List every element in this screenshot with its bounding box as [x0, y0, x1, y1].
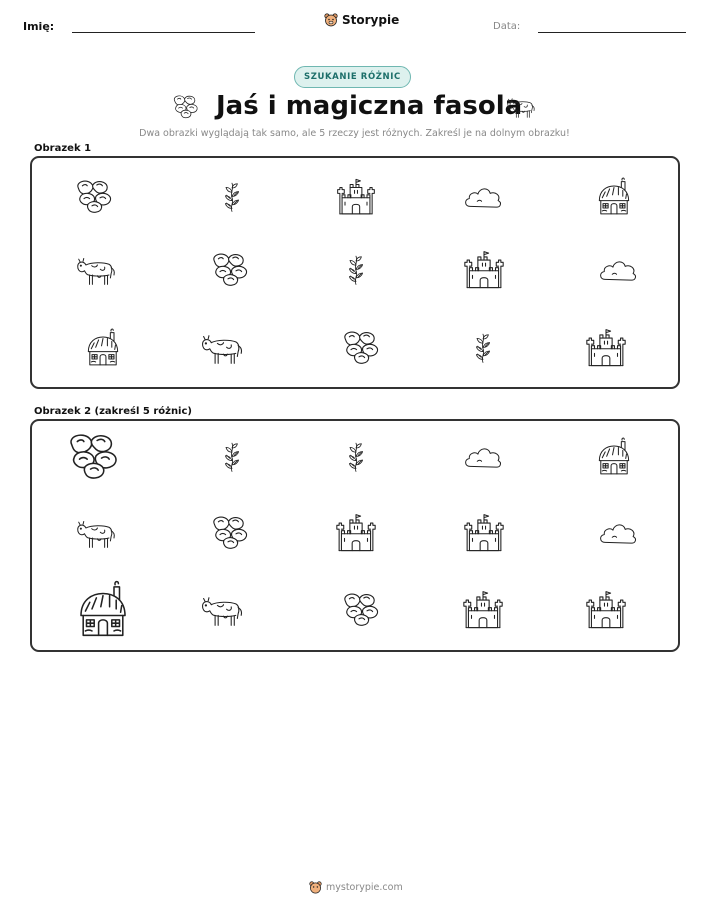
date-label: Data:: [493, 21, 521, 32]
storypie-bear-logo-icon: [324, 13, 338, 27]
cottage-icon[interactable]: [592, 435, 636, 479]
pic1-r1c1: [72, 175, 120, 219]
pic1-r3c2: [199, 328, 245, 368]
pic1-r1c5: [592, 175, 636, 219]
date-line[interactable]: [538, 32, 686, 33]
brand-logo: [324, 13, 399, 27]
pic1-r1c4: [461, 179, 505, 215]
page-title: Jaś i magiczna fasola: [216, 91, 523, 121]
pic2-r3c1: [70, 579, 136, 641]
pic2-r1c5: [592, 435, 636, 479]
beans-icon[interactable]: [63, 427, 129, 487]
pic2-r3c5: [583, 588, 629, 632]
picture1-label: Obrazek 1: [34, 143, 92, 154]
cow-icon: [504, 94, 538, 120]
pic1-r2c1: [73, 252, 119, 288]
cottage-icon: [592, 175, 636, 219]
cow-icon[interactable]: [199, 590, 245, 630]
pic1-r3c3: [339, 327, 387, 369]
castle-icon: [334, 175, 378, 219]
castle-icon[interactable]: [461, 511, 507, 555]
beans-icon: [72, 175, 120, 219]
storypie-bear-logo-icon: [309, 881, 322, 894]
pic2-r1c3: [338, 432, 374, 482]
pic1-r3c1: [81, 326, 125, 370]
picture2-label: Obrazek 2 (zakreśl 5 różnic): [34, 406, 192, 417]
instructions: Dwa obrazki wyglądają tak samo, ale 5 rzeczy jest różnych. Zakreśl je na dolnym obrazku!: [139, 128, 570, 139]
pic2-r3c4: [460, 588, 506, 632]
pic2-r1c2: [214, 432, 250, 482]
beans-icon: [208, 249, 256, 291]
pic1-r2c5: [596, 252, 640, 288]
beans-icon: [339, 327, 387, 369]
pic2-r2c5: [596, 515, 640, 551]
pic2-r3c3: [339, 589, 387, 631]
pic2-r2c4: [461, 511, 507, 555]
pic2-r2c1: [73, 515, 119, 551]
beans-icon[interactable]: [208, 512, 256, 554]
castle-icon[interactable]: [583, 588, 629, 632]
beanstalk-icon: [338, 245, 374, 295]
beanstalk-icon[interactable]: [214, 432, 250, 482]
name-label: Imię:: [23, 20, 55, 33]
brand-name: Storypie: [342, 13, 400, 27]
footer-url[interactable]: mystorypie.com: [326, 882, 403, 893]
castle-icon: [461, 248, 507, 292]
cloud-icon: [461, 179, 505, 215]
activity-badge: SZUKANIE RÓŻNIC: [294, 66, 411, 88]
castle-icon[interactable]: [333, 511, 379, 555]
pic2-r2c3: [333, 511, 379, 555]
castle-icon[interactable]: [460, 588, 506, 632]
cloud-icon[interactable]: [461, 439, 505, 475]
beanstalk-icon: [465, 323, 501, 373]
pic1-r1c2: [214, 172, 250, 222]
pic1-r3c5: [583, 326, 629, 370]
cow-icon: [199, 328, 245, 368]
pic1-r2c3: [338, 245, 374, 295]
pic1-r1c3: [334, 175, 378, 219]
pic2-r1c1: [63, 427, 129, 487]
cottage-icon: [81, 326, 125, 370]
cloud-icon[interactable]: [596, 515, 640, 551]
beanstalk-icon[interactable]: [338, 432, 374, 482]
pic2-r1c4: [461, 439, 505, 475]
cottage-icon[interactable]: [70, 579, 136, 641]
cow-icon: [73, 252, 119, 288]
pic1-r2c4: [461, 248, 507, 292]
pic2-r2c2: [208, 512, 256, 554]
beans-icon[interactable]: [339, 589, 387, 631]
pic1-r3c4: [465, 323, 501, 373]
castle-icon: [583, 326, 629, 370]
footer: [309, 881, 403, 894]
beanstalk-icon: [214, 172, 250, 222]
pic2-r3c2: [199, 590, 245, 630]
beans-icon: [170, 93, 204, 121]
cloud-icon: [596, 252, 640, 288]
name-line[interactable]: [72, 32, 255, 33]
pic1-r2c2: [208, 249, 256, 291]
cow-icon[interactable]: [73, 515, 119, 551]
